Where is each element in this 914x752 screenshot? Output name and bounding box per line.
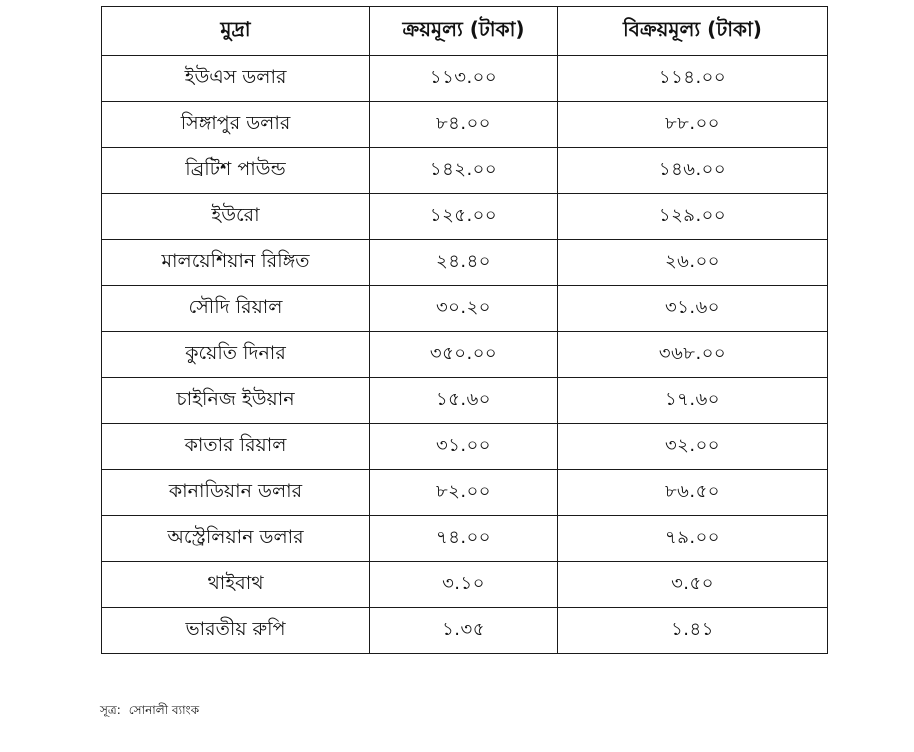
currency-name: কাতার রিয়াল <box>102 424 370 470</box>
exchange-rate-table <box>101 6 828 654</box>
buying-price: ১৪২.০০ <box>370 148 558 194</box>
table-row <box>102 148 828 194</box>
selling-price: ৩৬৮.০০ <box>558 332 828 378</box>
table-row <box>102 240 828 286</box>
currency-name: থাইবাথ <box>102 562 370 608</box>
table-row <box>102 608 828 654</box>
buying-price: ৩০.২০ <box>370 286 558 332</box>
currency-name: কানাডিয়ান ডলার <box>102 470 370 516</box>
currency-name: কুয়েতি দিনার <box>102 332 370 378</box>
buying-price: ১১৩.০০ <box>370 56 558 102</box>
header-buying-price: ক্রয়মূল্য (টাকা) <box>370 7 558 56</box>
table-row <box>102 102 828 148</box>
buying-price: ৩৫০.০০ <box>370 332 558 378</box>
currency-name: ইউরো <box>102 194 370 240</box>
buying-price: ২৪.৪০ <box>370 240 558 286</box>
buying-price: ১.৩৫ <box>370 608 558 654</box>
buying-price: ১৫.৬০ <box>370 378 558 424</box>
table-row <box>102 562 828 608</box>
table-header-row <box>102 7 828 56</box>
selling-price: ১৪৬.০০ <box>558 148 828 194</box>
currency-name: অস্ট্রেলিয়ান ডলার <box>102 516 370 562</box>
table-row <box>102 424 828 470</box>
selling-price: ১১৪.০০ <box>558 56 828 102</box>
selling-price: ৩১.৬০ <box>558 286 828 332</box>
buying-price: ৭৪.০০ <box>370 516 558 562</box>
currency-name: সৌদি রিয়াল <box>102 286 370 332</box>
buying-price: ১২৫.০০ <box>370 194 558 240</box>
currency-name: ভারতীয় রুপি <box>102 608 370 654</box>
table-row <box>102 516 828 562</box>
selling-price: ২৬.০০ <box>558 240 828 286</box>
buying-price: ৮৪.০০ <box>370 102 558 148</box>
buying-price: ৮২.০০ <box>370 470 558 516</box>
source-note <box>100 702 199 722</box>
selling-price: ৮৬.৫০ <box>558 470 828 516</box>
buying-price: ৩১.০০ <box>370 424 558 470</box>
selling-price: ৭৯.০০ <box>558 516 828 562</box>
selling-price: ৩২.০০ <box>558 424 828 470</box>
table-row <box>102 56 828 102</box>
source-label: সূত্র: <box>100 703 121 717</box>
table-row <box>102 194 828 240</box>
table-row <box>102 332 828 378</box>
selling-price: ৮৮.০০ <box>558 102 828 148</box>
buying-price: ৩.১০ <box>370 562 558 608</box>
currency-name: সিঙ্গাপুর ডলার <box>102 102 370 148</box>
currency-name: ইউএস ডলার <box>102 56 370 102</box>
selling-price: ১.৪১ <box>558 608 828 654</box>
currency-name: ব্রিটিশ পাউন্ড <box>102 148 370 194</box>
currency-name: মালয়েশিয়ান রিঙ্গিত <box>102 240 370 286</box>
source-value: সোনালী ব্যাংক <box>128 703 200 717</box>
header-selling-price: বিক্রয়মূল্য (টাকা) <box>558 7 828 56</box>
table-row <box>102 470 828 516</box>
table-body <box>102 56 828 654</box>
currency-name: চাইনিজ ইউয়ান <box>102 378 370 424</box>
header-currency: মুদ্রা <box>102 7 370 56</box>
selling-price: ১২৯.০০ <box>558 194 828 240</box>
table-row <box>102 286 828 332</box>
selling-price: ৩.৫০ <box>558 562 828 608</box>
selling-price: ১৭.৬০ <box>558 378 828 424</box>
table-row <box>102 378 828 424</box>
